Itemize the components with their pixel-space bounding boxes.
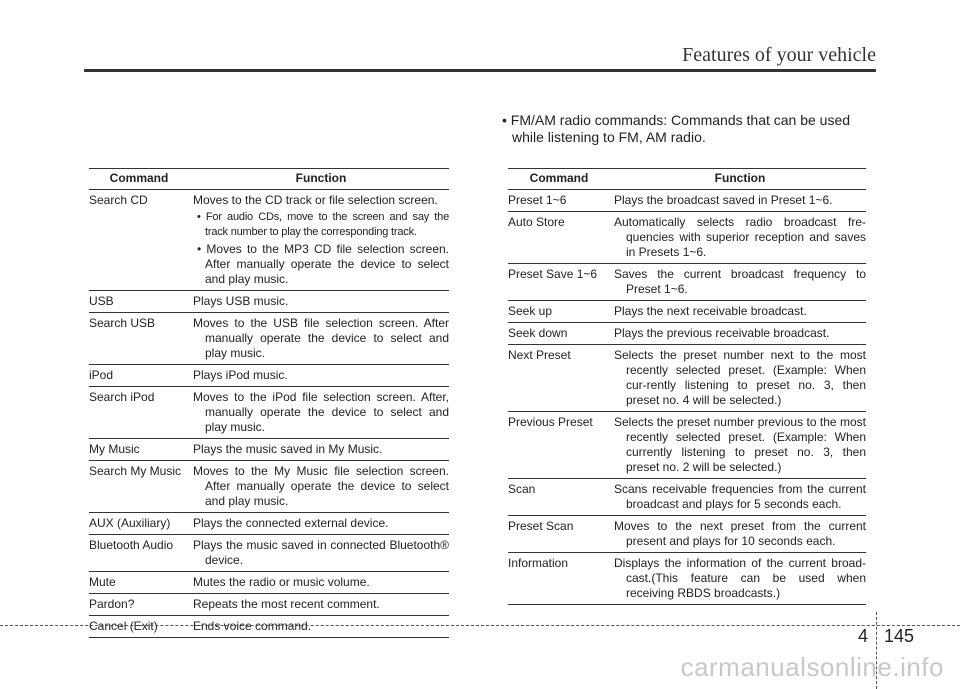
function-cell: [193, 316, 449, 361]
table-row: [508, 553, 866, 605]
function-bullet: • Moves to the MP3 CD file selection screen. After manually operate the device to select and play music.: [197, 242, 449, 286]
table-row: [89, 535, 449, 572]
table-row: [89, 616, 449, 638]
function-text: Scans receivable frequencies from the current broadcast and plays for 5 seconds each.: [614, 482, 866, 511]
table-row: [89, 594, 449, 616]
function-cell: [193, 575, 449, 590]
command-cell: My Music: [89, 442, 140, 456]
function-text: Repeats the most recent comment.: [193, 597, 380, 611]
function-text: Plays the next receivable broadcast.: [614, 304, 807, 318]
command-cell: iPod: [89, 368, 114, 382]
function-cell: [614, 556, 866, 601]
function-text: Plays the music saved in connected Bluetooth® device.: [193, 538, 449, 567]
function-text: Moves to the CD track or file selection screen.: [193, 193, 438, 207]
command-cell: Seek down: [508, 326, 568, 340]
function-cell: [193, 516, 449, 531]
function-text: Moves to the USB file selection screen. After manually operate the device to select and play music.: [193, 316, 449, 360]
function-cell: [193, 368, 449, 383]
function-cell: [193, 442, 449, 457]
function-text: Moves to the next preset from the current present and plays for 10 seconds each.: [614, 519, 866, 548]
table-header: [508, 168, 866, 190]
command-cell: Search My Music: [89, 464, 182, 478]
table-row: [508, 264, 866, 301]
command-cell: Mute: [89, 575, 116, 589]
function-cell: [614, 215, 866, 260]
command-cell: Seek up: [508, 304, 553, 318]
command-cell: Preset Scan: [508, 519, 574, 533]
table-row: [89, 365, 449, 387]
column-header-function: Function: [714, 171, 766, 185]
function-cell: [193, 390, 449, 435]
function-text: Saves the current broadcast frequency to Preset 1~6.: [614, 267, 866, 296]
command-cell: Search iPod: [89, 390, 155, 404]
function-cell: [614, 267, 866, 297]
function-text: Moves to the iPod file selection screen. After, manually operate the device to select and play music.: [193, 390, 449, 434]
function-cell: [614, 304, 866, 319]
function-cell: [193, 294, 449, 309]
function-text: Plays the music saved in My Music.: [193, 442, 383, 456]
function-text: Moves to the My Music file selection screen. After manually operate the device to select and play music.: [193, 464, 449, 508]
footer-rule: [0, 625, 960, 626]
table-row: [508, 412, 866, 479]
function-text: Mutes the radio or music volume.: [193, 575, 370, 589]
radio-command-table: [508, 168, 866, 605]
function-cell: [614, 326, 866, 341]
voice-command-table: [89, 168, 449, 638]
function-cell: [193, 619, 449, 634]
table-row: [89, 190, 449, 291]
command-cell: Previous Preset: [508, 415, 593, 429]
function-text: Ends voice command.: [193, 619, 312, 633]
intro-text: • FM/AM radio commands: Commands that can be used while listening to FM, AM radio.: [502, 112, 851, 145]
function-cell: [193, 193, 449, 287]
function-cell: [614, 482, 866, 512]
command-cell: Pardon?: [89, 597, 135, 611]
table-row: [508, 301, 866, 323]
function-cell: [614, 193, 866, 208]
function-text: Displays the information of the current broad-cast.(This feature can be used when receiving RBDS broadcasts.): [614, 556, 866, 600]
function-cell: [193, 597, 449, 612]
function-cell: [193, 464, 449, 509]
table-row: [89, 387, 449, 439]
table-row: [508, 212, 866, 264]
table-row: [89, 291, 449, 313]
function-text: Plays the connected external device.: [193, 516, 389, 530]
function-text: Plays the broadcast saved in Preset 1~6.: [614, 193, 833, 207]
function-text: Selects the preset number next to the most recently selected preset. (Example: When cur-rently listening to preset no. 3, then preset no. 4 will be selected.): [614, 348, 866, 407]
column-header-function: Function: [295, 171, 347, 185]
function-text: Automatically selects radio broadcast fre-quencies with superior reception and saves in Presets 1~6.: [614, 215, 866, 259]
table-header: [89, 168, 449, 190]
table-row: [508, 323, 866, 345]
table-row: [89, 461, 449, 513]
table-row: [89, 513, 449, 535]
function-text: Plays the previous receivable broadcast.: [614, 326, 830, 340]
table-row: [89, 572, 449, 594]
command-cell: Cancel (Exit): [89, 619, 158, 633]
table-row: [508, 479, 866, 516]
command-cell: Next Preset: [508, 348, 571, 362]
column-header-command: Command: [109, 171, 169, 185]
table-row: [508, 190, 866, 212]
function-bullet: • For audio CDs, move to the screen and say the track number to play the corresponding track.: [197, 211, 449, 238]
table-row: [508, 345, 866, 412]
command-cell: AUX (Auxiliary): [89, 516, 171, 530]
column-header-command: Command: [529, 171, 589, 185]
chapter-number: 4: [858, 626, 869, 646]
page-number: 145: [884, 626, 915, 646]
command-cell: Information: [508, 556, 569, 570]
header-rule: [84, 69, 876, 72]
command-cell: Search USB: [89, 316, 156, 330]
function-text: Plays iPod music.: [193, 368, 288, 382]
watermark: carmanualsonline.info: [680, 652, 944, 682]
page-header-title: Features of your vehicle: [682, 44, 876, 66]
command-cell: Bluetooth Audio: [89, 538, 174, 552]
command-cell: Scan: [508, 482, 536, 496]
command-cell: Preset Save 1~6: [508, 267, 598, 281]
function-cell: [614, 415, 866, 475]
function-cell: [193, 538, 449, 568]
command-cell: Preset 1~6: [508, 193, 567, 207]
function-text: Selects the preset number previous to the most recently selected preset. (Example: When currently listening to preset no. 3, then preset no. 2 will be selected.): [614, 415, 866, 474]
function-cell: [614, 519, 866, 549]
function-text: Plays USB music.: [193, 294, 289, 308]
table-row: [508, 516, 866, 553]
command-cell: Search CD: [89, 193, 148, 207]
command-cell: USB: [89, 294, 114, 308]
table-row: [89, 439, 449, 461]
fm-am-intro: [498, 112, 880, 146]
function-cell: [614, 348, 866, 408]
table-row: [89, 313, 449, 365]
command-cell: Auto Store: [508, 215, 565, 229]
